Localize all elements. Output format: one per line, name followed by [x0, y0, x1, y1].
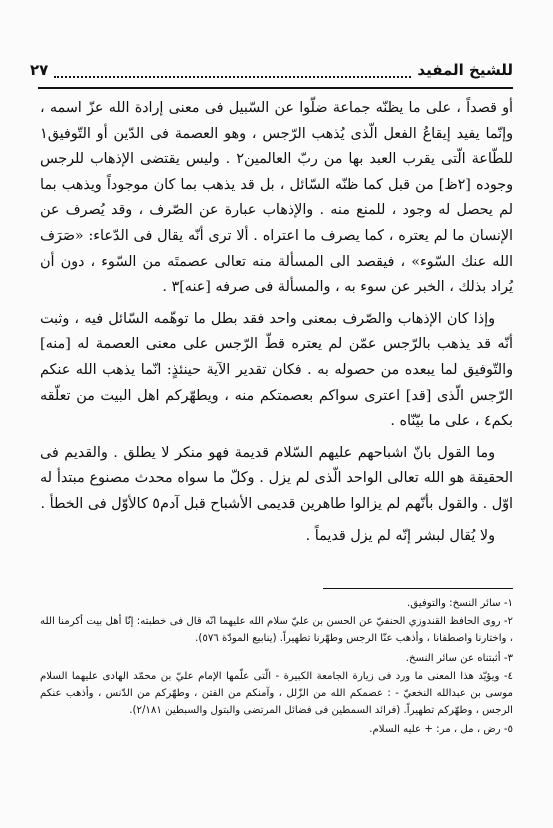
footnote: ١- سائر النسخ: والتوفيق.: [407, 598, 513, 609]
footnote: ٣- أثبتناه عن سائر النسخ.: [405, 652, 513, 664]
footnote: ٢- روى الحافظ القندوزي الحنفيّ عن الحسن بن عليّ سلام الله عليهما انّه قال فى خطبته: إنّا أهل بيت أكرمنا الله ، واختارنا واصطفانا ، وأذهب عنّا الرجس وطهّرنا تطهيراً. (ينابيع المودّة ٥٧٦).: [40, 616, 513, 645]
page-number: ٢٧: [30, 61, 49, 79]
footnote-separator: [323, 588, 513, 589]
footnote: ٥- رض ، مل ، مر: + عليه السلام.: [369, 724, 513, 736]
main-text: [40, 96, 513, 555]
running-header: [30, 58, 513, 82]
header-title: للشيخ المفيد: [417, 61, 513, 79]
paragraph: أو قصداً ، على ما يظنّه جماعة ضلّوا عن السّبيل فى معنى إرادة الله عزّ اسمه ، وإنّما يفيد إيقاعُ الفعل الّذى يُذهب الرّجس ، وهو العصمة فى الدّين أو التّوفيق١ للطّاعة الّتى يقرب العبد بها من ربّ العالمين٢ . وليس يقتضى الإذهاب للرجس وجوده [٢ظ] من قبل كما ظنّه السّائل ، بل قد يذهب بما كان موجوداً ويذهب بما لم يحصل له وجود ، للمنع منه . والإذهاب عبارة عن الصّرف ، وقد يُصرف عن الإنسان ما لم يعتره ، كما يصرف ما اعتراه . ألا ترى أنّه يقال فى الدّعاء: «صَرَف الله عنك السّوء» ، فيقصد الى المسألة منه تعالى عصمتَه من السّوء ، دون أن يُراد بذلك ، الخبر عن سوء به ، والمسألة فى صرفه [عنه]٣ .: [40, 100, 514, 296]
paragraph: وإذا كان الإذهاب والصّرف بمعنى واحد فقد بطل ما توهّمه السّائل فيه ، وثبت أنّه قد يذهب بالرّجس عمّن لم يعتره قطّ الرّجس على معنى العصمة له [منه] والتّوفيق لما يبعده من حصوله به . فكان تقدير الآية حينئذٍ: انّما يذهب الله عنكم الرّجس الّذى [قد] اعترى سواكم بعصمتكم منه ، ويطهّركم اهل البيت من تعلّقه بكم٤ ، على ما بيّنّاه .: [40, 310, 513, 430]
footnote: ٤- ويؤيّد هذا المعنى ما ورد فى زيارة الجامعة الكبيرة - الّتى علّمها الإمام عليّ بن محمّد الهادى عليهما السلام موسى بن عبدالله النخعيّ - : عصمكم الله من الزّلل ، وآمنكم من الفتن ، وطهّركم من الدّنس ، وأذهب عنكم الرجس ، وطهّركم تطهيراً. (فرائد السمطين فى فضائل المرتضى والبتول والسبطين ٢/١٨١).: [40, 670, 513, 717]
footnotes: [40, 595, 513, 740]
header-rule: [38, 87, 513, 89]
paragraph: وما القول بانّ اشباحهم عليهم السّلام قديمة فهو منكر لا يطلق . والقديم فى الحقيقة هو الله تعالى الواحد الّذى لم يزل . وكلّ ما سواه محدث مصنوع مبتدأ له اوّل . والقول بأنّهم لم يزالوا طاهرين قديمى الأشباح قبل آدم٥ كالأوّل فى الخطأ .: [40, 444, 513, 512]
paragraph: ولا يُقال لبشر إنّه لم يزل قديماً .: [305, 527, 495, 544]
header-dot-leader: [54, 68, 411, 78]
